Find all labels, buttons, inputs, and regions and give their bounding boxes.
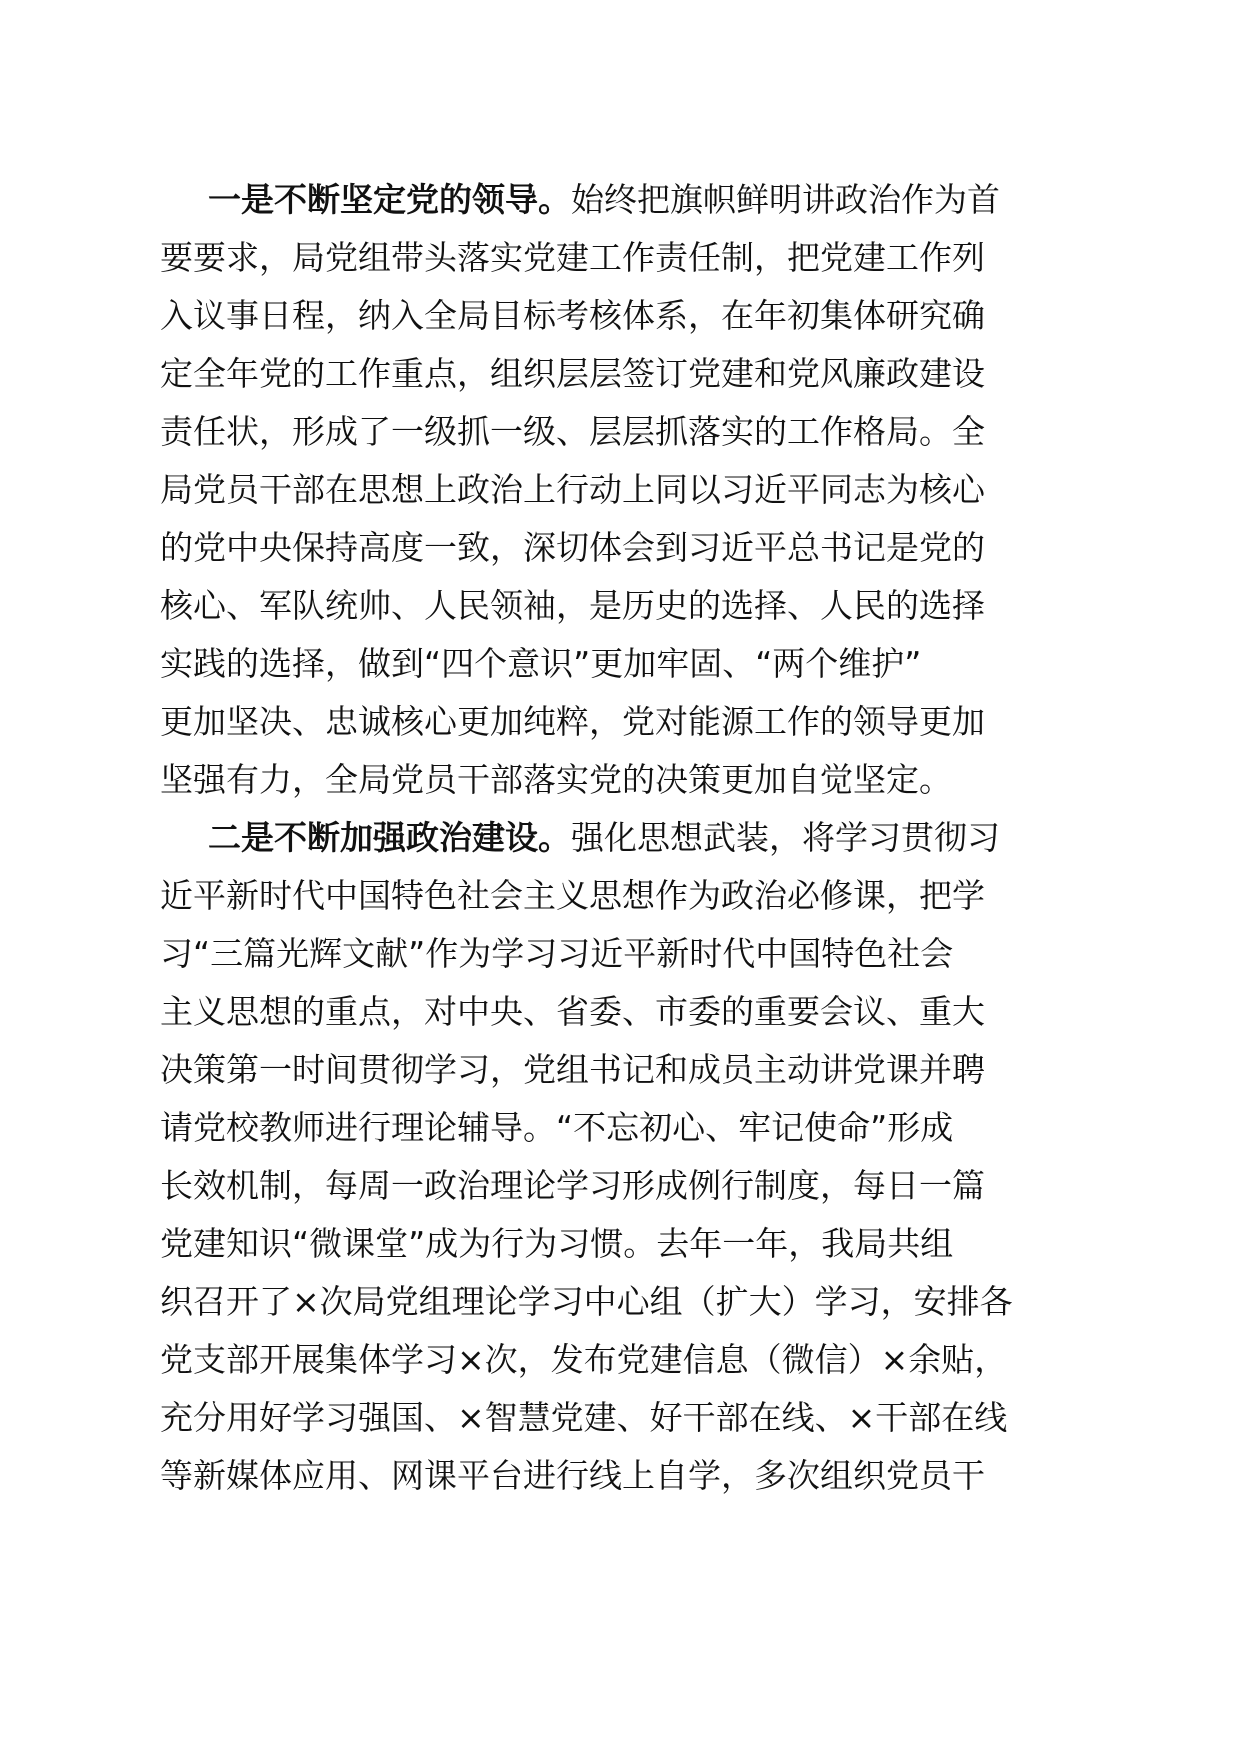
paragraph-2-line-10: 党支部开展集体学习×次，发布党建信息（微信）×余贴， [160,1340,1008,1379]
paragraph-1-line-2: 要要求，局党组带头落实党建工作责任制，把党建工作列 [160,238,985,277]
paragraph-1-text: 始终把旗帜鲜明讲政治作为首 [571,180,1000,219]
paragraph-1-lead: 一是不断坚定党的领导。 [208,180,571,219]
paragraph-1-line-7: 的党中央保持高度一致，深切体会到习近平总书记是党的 [160,528,985,567]
paragraph-2-lead: 二是不断加强政治建设。 [208,818,571,857]
paragraph-1-line-1 [160,171,1100,229]
document-body [160,171,1100,1505]
paragraph-2-line-4: 主义思想的重点，对中央、省委、市委的重要会议、重大 [160,992,985,1031]
paragraph-2-line-1 [160,809,1100,867]
paragraph-2-line-11: 充分用好学习强国、×智慧党建、好干部在线、×干部在线 [160,1398,1008,1437]
paragraph-1-line-4: 定全年党的工作重点，组织层层签订党建和党风廉政建设 [160,354,985,393]
paragraph-2-line-3: 习“三篇光辉文献”作为学习习近平新时代中国特色社会 [160,934,954,973]
paragraph-2-line-9: 织召开了×次局党组理论学习中心组（扩大）学习，安排各 [160,1282,1013,1321]
paragraph-2-line-7: 长效机制，每周一政治理论学习形成例行制度，每日一篇 [160,1166,985,1205]
paragraph-2-text: 强化思想武装，将学习贯彻习 [571,818,1000,857]
paragraph-2-line-5: 决策第一时间贯彻学习，党组书记和成员主动讲党课并聘 [160,1050,985,1089]
paragraph-1-line-8: 核心、军队统帅、人民领袖，是历史的选择、人民的选择 [160,586,985,625]
paragraph-1-line-10: 更加坚决、忠诚核心更加纯粹，党对能源工作的领导更加 [160,702,985,741]
paragraph-1-line-11: 坚强有力，全局党员干部落实党的决策更加自觉坚定。 [160,760,952,799]
paragraph-1-line-5: 责任状，形成了一级抓一级、层层抓落实的工作格局。全 [160,412,985,451]
paragraph-1-line-9: 实践的选择，做到“四个意识”更加牢固、“两个维护” [160,644,922,683]
paragraph-2-line-2: 近平新时代中国特色社会主义思想作为政治必修课，把学 [160,876,985,915]
paragraph-1-line-3: 入议事日程，纳入全局目标考核体系，在年初集体研究确 [160,296,985,335]
paragraph-1-line-6: 局党员干部在思想上政治上行动上同以习近平同志为核心 [160,470,985,509]
paragraph-2-line-8: 党建知识“微课堂”成为行为习惯。去年一年，我局共组 [160,1224,954,1263]
paragraph-2-line-12: 等新媒体应用、网课平台进行线上自学，多次组织党员干 [160,1456,985,1495]
paragraph-2-line-6: 请党校教师进行理论辅导。“不忘初心、牢记使命”形成 [160,1108,954,1147]
